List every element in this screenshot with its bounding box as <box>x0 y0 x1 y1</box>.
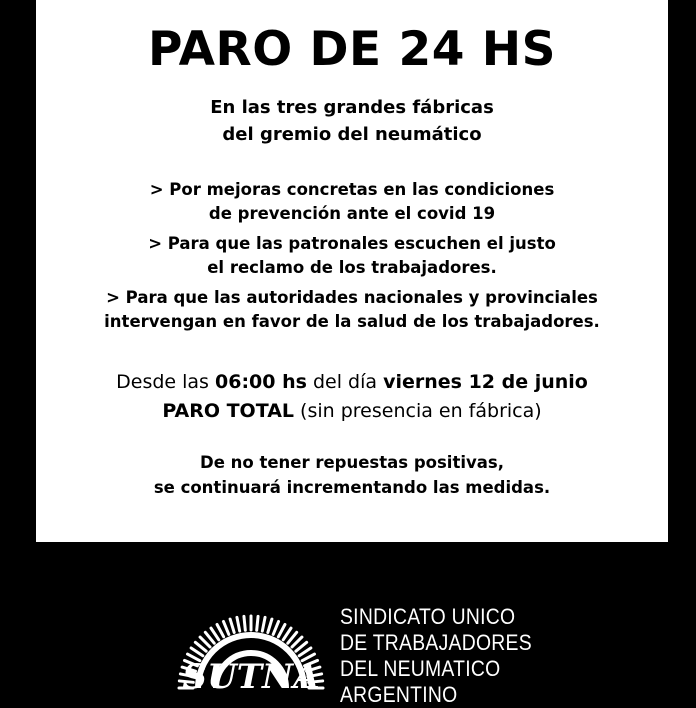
schedule-date: viernes 12 de junio <box>383 371 588 393</box>
sun-ray <box>217 625 224 637</box>
subtitle-line: En las tres grandes fábricas <box>210 97 494 118</box>
schedule-line <box>36 368 668 397</box>
flyer-title: PARO DE 24 HS <box>148 22 556 77</box>
demand-item <box>36 286 668 334</box>
sutna-emblem-icon <box>176 570 326 696</box>
sun-ray <box>211 628 219 640</box>
logo-lettering: SUTNA <box>182 657 320 696</box>
flyer-card <box>36 0 668 542</box>
subtitle-line: del gremio del neumático <box>222 124 482 145</box>
demand-line: de prevención ante el covid 19 <box>208 204 496 223</box>
schedule-prefix: Desde las <box>116 371 215 393</box>
sun-ray <box>278 625 285 637</box>
strike-label: PARO TOTAL <box>162 400 295 422</box>
sun-ray <box>268 619 272 632</box>
strike-note: (sin presencia en fábrica) <box>294 400 542 422</box>
demand-line: > Para que las patronales escuchen el justo <box>148 234 556 253</box>
flyer-subtitle <box>36 94 668 148</box>
org-name-line: SINDICATO UNICO <box>340 604 516 629</box>
sun-ray <box>273 621 278 634</box>
closing-note <box>36 450 668 500</box>
sun-ray <box>191 648 203 656</box>
sun-ray <box>223 621 228 634</box>
org-name-line: ARGENTINO <box>340 682 458 707</box>
sun-ray <box>299 648 311 656</box>
demand-line: el reclamo de los trabajadores. <box>207 258 497 277</box>
sun-ray <box>283 628 291 640</box>
demand-line: > Para que las autoridades nacionales y provinciales <box>106 288 598 307</box>
schedule-time: 06:00 hs <box>215 371 307 393</box>
schedule-middle: del día <box>306 371 384 393</box>
sun-ray <box>237 617 240 631</box>
strike-schedule <box>36 368 668 426</box>
demand-line: intervengan en favor de la salud de los trabajadores. <box>104 312 600 331</box>
sutna-logo <box>176 570 326 696</box>
demand-line: > Por mejoras concretas en las condiciones <box>149 180 555 199</box>
sun-ray <box>230 619 234 632</box>
sun-ray <box>244 616 245 630</box>
sun-ray <box>262 617 265 631</box>
demand-item <box>36 178 668 226</box>
demands-list <box>36 178 668 340</box>
strike-line <box>36 397 668 426</box>
demand-item <box>36 232 668 280</box>
closing-line: De no tener repuestas positivas, <box>200 453 504 472</box>
org-name-line: DE TRABAJADORES <box>340 630 532 655</box>
closing-line: se continuará incrementando las medidas. <box>153 478 551 497</box>
sun-ray <box>257 616 258 630</box>
organization-name <box>340 604 532 708</box>
org-name-line: DEL NEUMATICO <box>340 656 501 681</box>
